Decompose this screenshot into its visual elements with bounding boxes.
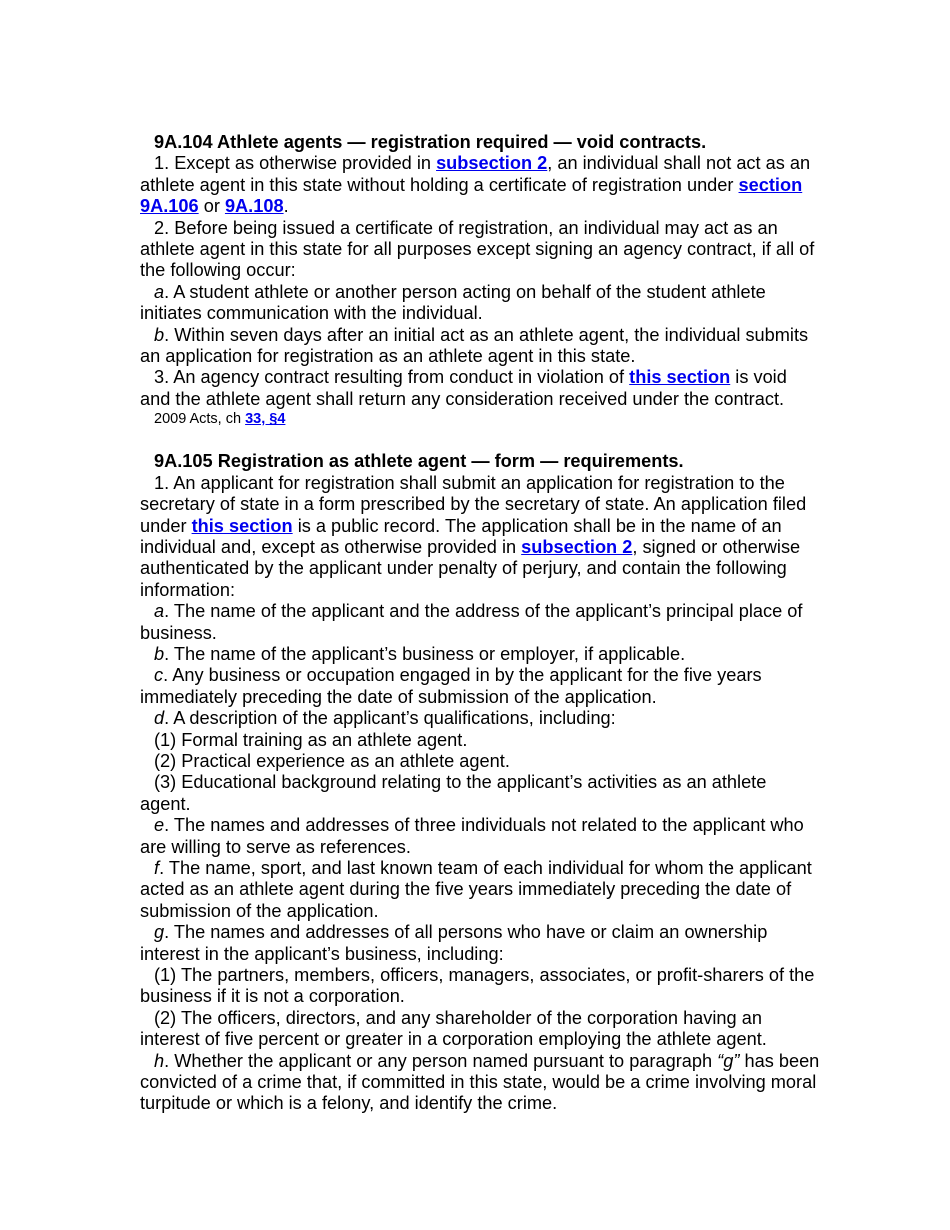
item-letter: a [154,281,165,302]
document-page [140,132,820,1115]
paragraph-text: , an individual shall not act as an athlete agent in this state without holding a certificate of registration under [140,153,811,195]
paragraph-3 [140,367,820,410]
link-section-9a106[interactable]: section 9A.106 [140,174,803,217]
item-text: . The names and addresses of three individuals not related to the applicant who are willing to serve as references. [140,815,804,857]
paragraph-text: , signed or otherwise authenticated by the applicant under penalty of perjury, and contain the following information: [140,536,801,600]
item-text: . A student athlete or another person acting on behalf of the student athlete initiates communication with the individual. [140,281,766,324]
item-h [140,1051,820,1115]
paragraph-text: 3. An agency contract resulting from conduct in violation of [154,367,630,388]
citation-text: 2009 Acts, ch [154,411,246,428]
sub-item-d3: (3) Educational background relating to the applicant’s activities as an athlete agent. [140,772,767,814]
item-text: . A description of the applicant’s qualifications, including: [164,708,616,729]
paragraph-text: . [283,196,289,217]
item-text: . The name of the applicant and the address of the applicant’s principal place of business. [140,601,803,643]
item-text: has been convicted of a crime that, if committed in this state, would be a crime involving moral turpitude or which is a felony, and identify the crime. [140,1050,820,1114]
item-d [140,708,820,729]
paragraph-text: or [198,196,225,217]
item-letter: b [154,643,165,664]
paragraph-reference: “g” [717,1050,740,1071]
sub-item-d1: (1) Formal training as an athlete agent. [154,729,468,750]
link-this-section[interactable]: this section [629,367,731,388]
item-text: . The name of the applicant’s business or employer, if applicable. [164,643,686,664]
item-text: . Within seven days after an initial act as an athlete agent, the individual submits an application for registration as an athlete agent in this state. [140,324,809,367]
item-c [140,665,820,708]
sub-item-g2: (2) The officers, directors, and any shareholder of the corporation having an interest of five percent or greater in a corporation employing the athlete agent. [140,1007,767,1050]
paragraph-text: is void and the athlete agent shall return any consideration received under the contract. [140,367,787,409]
section-heading-9a104: 9A.104 Athlete agents — registration required — void contracts. [154,132,707,152]
item-text: . Whether the applicant or any person named pursuant to paragraph [164,1050,718,1071]
link-subsection-2[interactable]: subsection 2 [521,536,633,557]
item-a [140,601,820,644]
item-letter: h [154,1050,165,1071]
item-letter: b [154,324,165,345]
link-subsection-2[interactable]: subsection 2 [436,153,548,174]
item-letter: e [154,815,165,836]
paragraph-text: 1. An applicant for registration shall submit an application for registration to the secretary of state in a form prescribed by the secretary of state. An application filed under [140,472,807,536]
item-letter: g [154,922,165,943]
item-text: . The names and addresses of all persons who have or claim an ownership interest in the applicant’s business, including: [140,922,768,964]
item-f [140,858,820,922]
item-letter: c [154,665,164,686]
paragraph-1 [140,473,820,601]
item-letter: d [154,708,165,729]
paragraph-2a [140,282,820,325]
item-e [140,815,820,858]
item-g [140,922,820,965]
link-9a108[interactable]: 9A.108 [224,196,284,217]
section-heading-9a105: 9A.105 Registration as athlete agent — form — requirements. [154,451,684,472]
paragraph-2b [140,325,820,368]
paragraph-text: Except as otherwise provided in [169,153,437,174]
item-b [140,644,820,665]
item-letter: a [154,601,165,622]
sub-item-d2: (2) Practical experience as an athlete agent. [154,750,510,771]
paragraph-number: 1. [154,153,170,174]
paragraph-text: is a public record. The application shall be in the name of an individual and, except as otherwise provided in [140,515,782,557]
sub-item-g1: (1) The partners, members, officers, managers, associates, or profit-sharers of the business if it is not a corporation. [140,965,815,1007]
paragraph-1 [140,153,820,217]
item-text: . The name, sport, and last known team of each individual for whom the applicant acted as an athlete agent during the five years immediately preceding the date of submission of the application. [140,858,812,921]
link-citation[interactable]: 33, §4 [245,411,286,428]
citation [140,410,820,429]
item-text: . Any business or occupation engaged in by the applicant for the five years immediately preceding the date of submission of the application. [140,665,762,707]
paragraph-2: 2. Before being issued a certificate of registration, an individual may act as an athlete agent in this state for all purposes except signing an agency contract, if all of the following occur: [140,217,815,281]
link-this-section[interactable]: this section [191,515,293,536]
item-letter: f [154,858,160,878]
